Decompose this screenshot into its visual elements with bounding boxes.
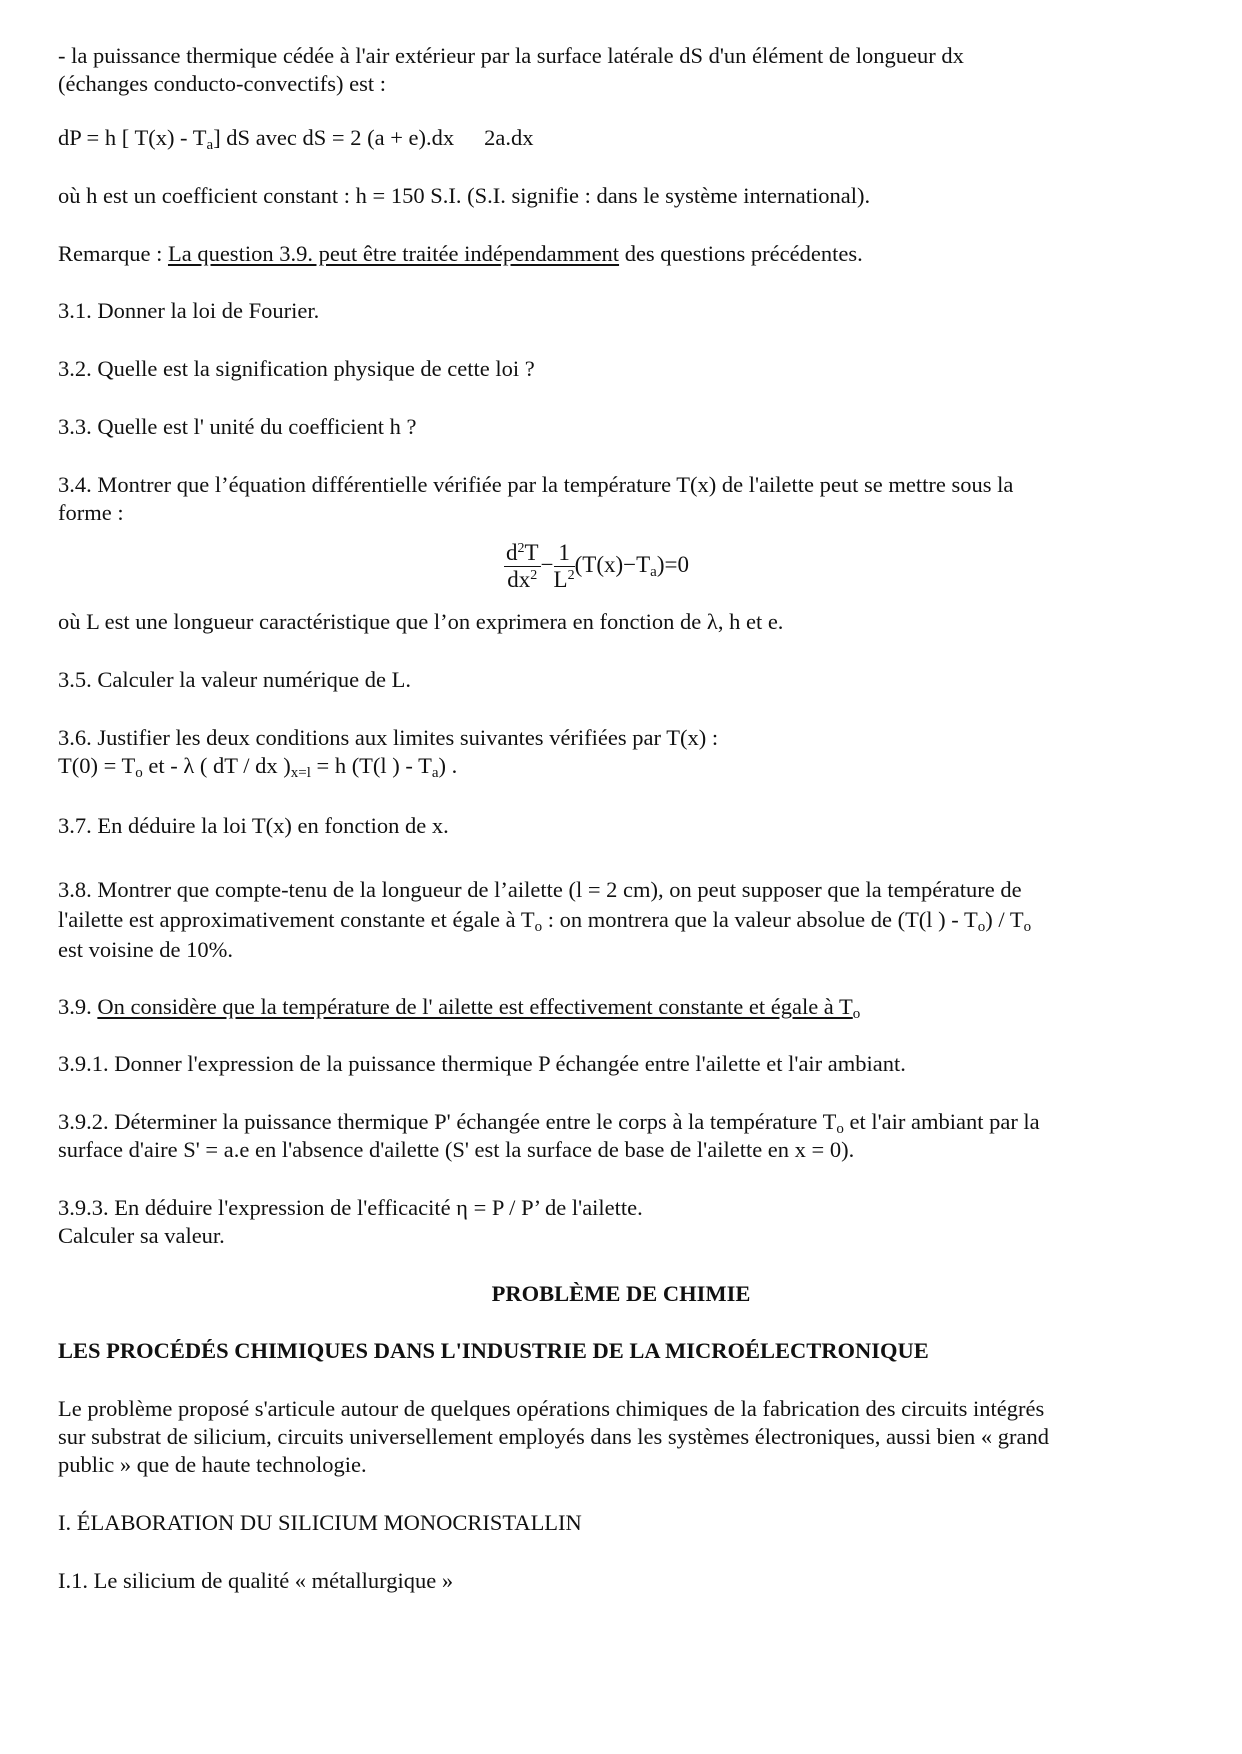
question-3-6-line-2: $T(0) = T_o$ et - λ ( dT / dx )$_{x=l} = h$ (T(l ) - $T_a$) .	[58, 753, 458, 781]
intro-line-1: - la puissance thermique cédée à l'air extérieur par la surface latérale dS d'un élément de longueur dx	[58, 43, 964, 68]
dp-approx: 2a.dx	[484, 125, 534, 150]
one-over-l2-fraction: $\frac{1}{L^2}$	[553, 540, 575, 592]
question-3-4-after: où L est une longueur caractéristique que l’on exprimera en fonction de λ, h et e.	[58, 609, 784, 634]
section-I-heading: I. ÉLABORATION DU SILICIUM MONOCRISTALLIN	[58, 1510, 582, 1535]
question-3-9-3-line-1: 3.9.3. En déduire l'expression de l'efficacité η = P / P’ de l'ailette.	[58, 1195, 643, 1220]
intro-line-2: (échanges conducto-convectifs) est :	[58, 71, 386, 96]
d2t-dx2-fraction: $\frac{d^2T}{dx^2}$	[506, 540, 539, 592]
question-3-4-line-2: forme :	[58, 500, 124, 525]
chemistry-problem-title: PROBLÈME DE CHIMIE	[491, 1281, 751, 1306]
question-3-6-line-1: 3.6. Justifier les deux conditions aux limites suivantes vérifiées par T(x) :	[58, 725, 719, 750]
question-3-8-line-2: l'ailette est approximativement constante et égale à $T_o$ : on montrera que la valeur absolue de (T(l ) - $T_o) / T_o$	[58, 907, 1032, 935]
h-definition: où h est un coefficient constant : h = 150 S.I. (S.I. signifie : dans le système international).	[58, 183, 871, 208]
section-I-1-heading: I.1. Le silicium de qualité « métallurgique »	[58, 1568, 454, 1593]
question-3-9-2-line-2: surface d'aire S' = a.e en l'absence d'ailette (S' est la surface de base de l'ailette en x = 0).	[58, 1137, 855, 1162]
differential-equation: $\frac{d^2T}{dx^2}$ − $\frac{1}{L^2}$ $(T(x)-T_a)=0$	[506, 540, 689, 592]
chemistry-problem-subtitle: LES PROCÉDÉS CHIMIQUES DANS L'INDUSTRIE DE LA MICROÉLECTRONIQUE	[58, 1338, 929, 1363]
question-3-8-line-1: 3.8. Montrer que compte-tenu de la longueur de l’ailette (l = 2 cm), on peut supposer que la température de	[58, 877, 1022, 902]
question-3-4-line-1: 3.4. Montrer que l’équation différentielle vérifiée par la température T(x) de l'ailette peut se mettre sous la	[58, 472, 1014, 497]
dp-equation: dP = h [ $T(x) - T_a$] dS avec dS = 2 (a + e).dx 2a.dx	[58, 125, 534, 153]
chemistry-intro-line-2: sur substrat de silicium, circuits universellement employés dans les systèmes électroniques, aussi bien « grand	[58, 1424, 1050, 1449]
question-3-9-2-line-1: 3.9.2. Déterminer la puissance thermique P' échangée entre le corps à la température $T_o$ et l'air ambiant par la	[58, 1109, 1040, 1137]
question-3-7: 3.7. En déduire la loi T(x) en fonction de x.	[58, 813, 449, 838]
question-3-1: 3.1. Donner la loi de Fourier.	[58, 298, 320, 323]
question-3-9-1: 3.9.1. Donner l'expression de la puissance thermique P échangée entre l'ailette et l'air ambiant.	[58, 1051, 906, 1076]
question-3-9-3-line-2: Calculer sa valeur.	[58, 1223, 225, 1248]
question-3-9: 3.9. On considère que la température de l' ailette est effectivement constante et égale à $T_o$	[58, 994, 861, 1022]
chemistry-intro-line-3: public » que de haute technologie.	[58, 1452, 367, 1477]
question-3-3: 3.3. Quelle est l' unité du coefficient h ?	[58, 414, 417, 439]
remark: Remarque : La question 3.9. peut être traitée indépendamment des questions précédentes.	[58, 241, 863, 266]
question-3-5: 3.5. Calculer la valeur numérique de L.	[58, 667, 411, 692]
question-3-8-line-3: est voisine de 10%.	[58, 937, 233, 962]
question-3-2: 3.2. Quelle est la signification physique de cette loi ?	[58, 356, 535, 381]
chemistry-intro-line-1: Le problème proposé s'articule autour de quelques opérations chimiques de la fabrication des circuits intégrés	[58, 1396, 1045, 1421]
